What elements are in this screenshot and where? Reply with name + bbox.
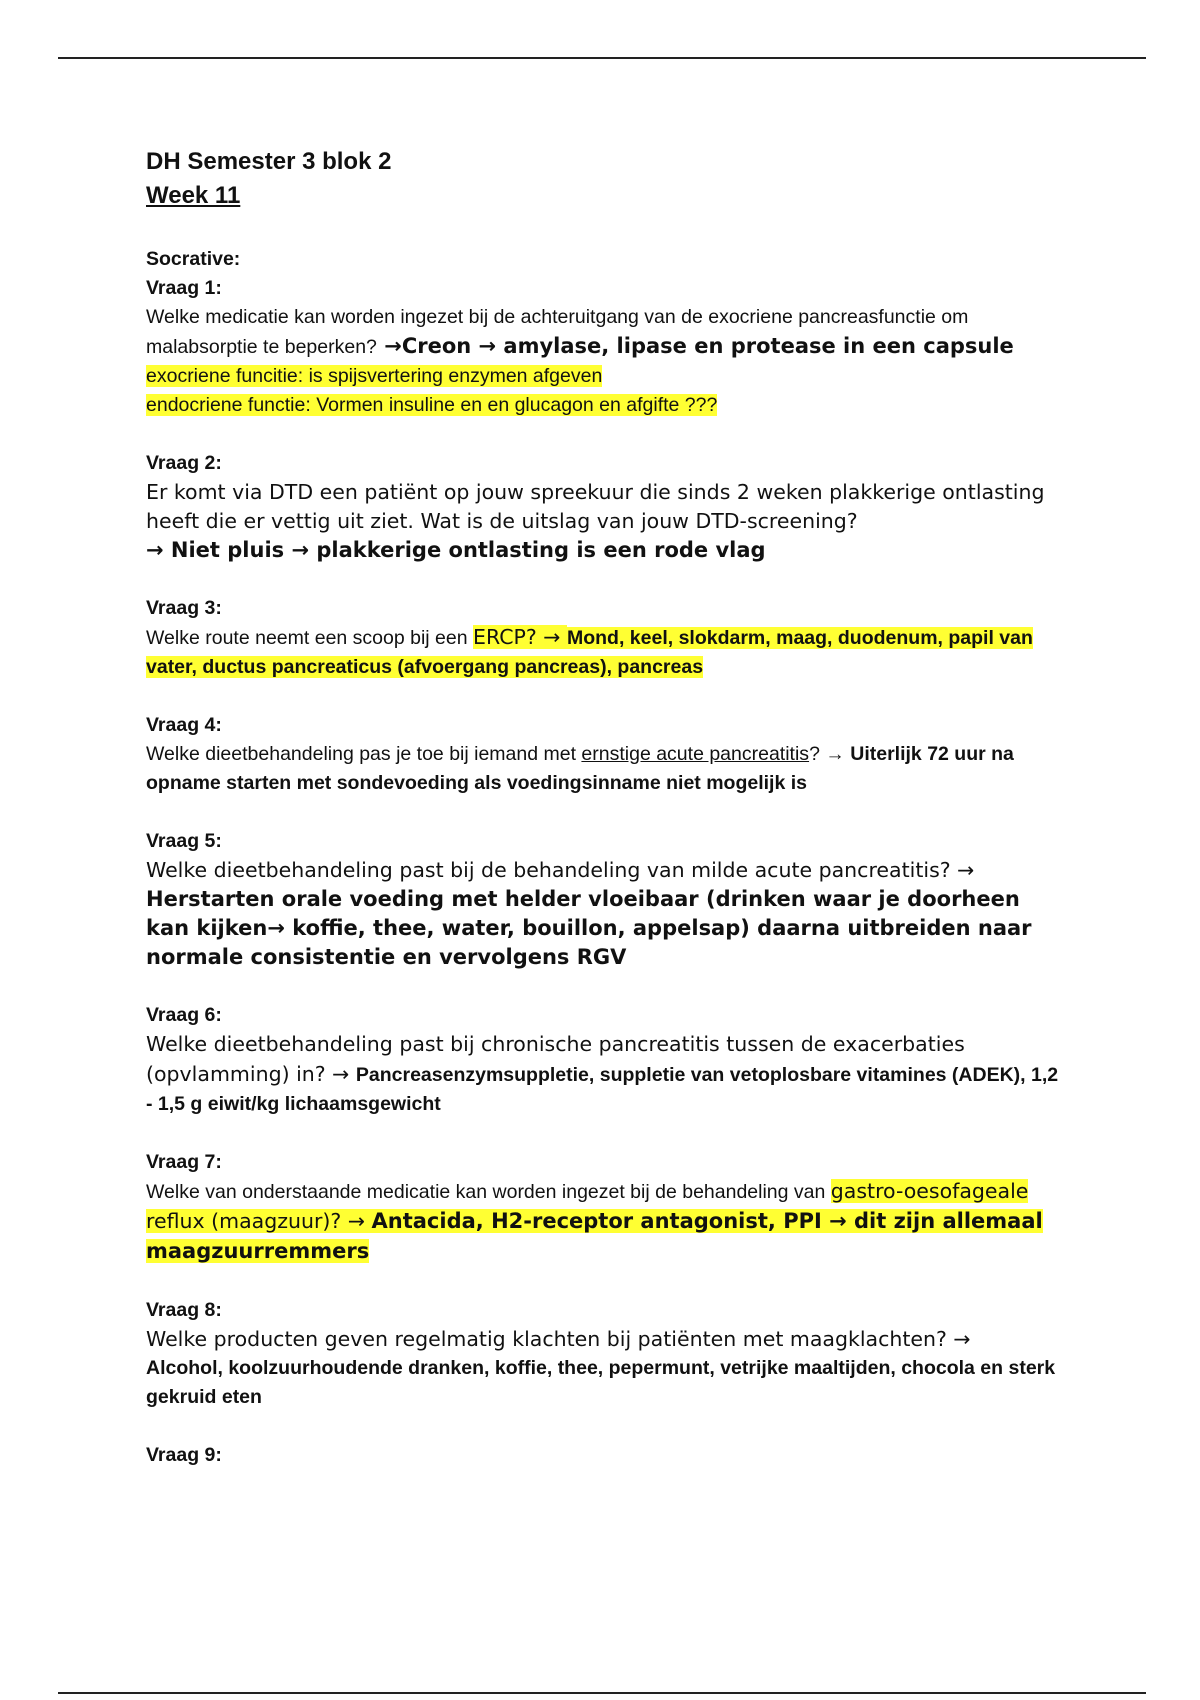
question-3	[146, 594, 1066, 682]
question-1-answer: →Creon → amylase, lipase en protease in een capsule	[376, 334, 1014, 358]
question-4-prompt-end: ? →	[809, 743, 851, 765]
question-4-text	[146, 740, 1066, 798]
question-1-label: Vraag 1:	[146, 277, 222, 299]
question-2-label: Vraag 2:	[146, 452, 222, 474]
question-6-answer: Pancreasenzymsuppletie, suppletie van vetoplosbare vitamines (ADEK), 1,2 - 1,5 g eiwit/kg lichaamsgewicht	[146, 1064, 1059, 1115]
question-7-label: Vraag 7:	[146, 1151, 222, 1173]
footer-rule	[58, 1692, 1146, 1694]
question-4-answer: Uiterlijk 72 uur na opname starten met sondevoeding als voedingsinname niet mogelijk is	[146, 743, 1014, 794]
question-7-highlight-1: gastro-	[830, 1179, 904, 1203]
question-5-prompt: Welke dieetbehandeling past bij de behandeling van milde acute pancreatitis? →	[146, 858, 975, 882]
question-3-prompt: Welke route neemt een scoop bij een	[146, 627, 474, 649]
week-heading: Week 11	[146, 182, 241, 209]
question-2-answer: → Niet pluis → plakkerige ontlasting is een rode vlag	[146, 538, 766, 562]
question-8-prompt: Welke producten geven regelmatig klachten bij patiënten met maagklachten? →	[146, 1327, 971, 1351]
question-6-text	[146, 1030, 1066, 1119]
question-6-label: Vraag 6:	[146, 1004, 222, 1026]
note-endocrine: endocriene functie: Vormen insuline en en glucagon en afgifte ???	[146, 394, 718, 416]
question-5-label: Vraag 5:	[146, 830, 222, 852]
question-1-note-1	[146, 362, 1066, 391]
question-2	[146, 449, 1066, 565]
question-7-text	[146, 1177, 1066, 1267]
question-4-label: Vraag 4:	[146, 714, 222, 736]
question-4-prompt: Welke dieetbehandeling pas je toe bij iemand met	[146, 743, 582, 765]
question-5	[146, 827, 1066, 972]
question-6	[146, 1001, 1066, 1119]
note-exocrine: exocriene funcitie: is spijsvertering enzymen afgeven	[146, 365, 603, 387]
question-3-label: Vraag 3:	[146, 597, 222, 619]
question-7-prompt: Welke van onderstaande medicatie kan worden ingezet bij de behandeling van	[146, 1181, 831, 1203]
question-8-label: Vraag 8:	[146, 1299, 222, 1321]
question-7-highlight-2: oesofageale reflux (maagzuur)? →	[146, 1179, 1029, 1233]
question-3-text	[146, 623, 1066, 682]
question-8	[146, 1296, 1066, 1412]
question-1	[146, 274, 1066, 420]
question-9-label: Vraag 9:	[146, 1444, 222, 1466]
question-5-answer: Herstarten orale voeding met helder vloeibaar (drinken waar je doorheen kan kijken→ koffie, thee, water, bouillon, appelsap) daarna uitbreiden naar normale consistentie en vervolgens RGV	[146, 887, 1032, 969]
question-6-prompt: Welke dieetbehandeling past bij chronische pancreatitis tussen de exacerbaties (opvlamming) in? →	[146, 1032, 965, 1086]
question-1-note-2	[146, 391, 1066, 420]
question-2-prompt: Er komt via DTD een patiënt op jouw spreekuur die sinds 2 weken plakkerige ontlasting heeft die er vettig uit ziet. Wat is de uitslag van jouw DTD-screening?	[146, 480, 1045, 533]
question-8-answer: Alcohol, koolzuurhoudende dranken, koffie, thee, pepermunt, vetrijke maaltijden, chocola en sterk gekruid eten	[146, 1357, 1056, 1408]
document-title: DH Semester 3 blok 2	[146, 148, 392, 175]
document-body	[146, 145, 1066, 1499]
question-3-highlight: ERCP? →	[473, 625, 567, 649]
question-3-answer: Mond, keel, slokdarm, maag, duodenum, papil van vater, ductus pancreaticus (afvoergang pancreas), pancreas	[146, 627, 1033, 678]
header-rule	[58, 57, 1146, 59]
question-4-underlined: ernstige acute pancreatitis	[581, 743, 810, 765]
question-4	[146, 711, 1066, 798]
question-1-prompt: Welke medicatie kan worden ingezet bij de achteruitgang van de exocriene pancreasfunctie om malabsorptie te beperken?	[146, 306, 969, 358]
question-7-answer: Antacida, H2-receptor antagonist, PPI → dit zijn allemaal maagzuurremmers	[146, 1209, 1043, 1263]
question-1-text	[146, 303, 1066, 362]
question-7	[146, 1148, 1066, 1267]
section-label: Socrative:	[146, 248, 241, 270]
question-9	[146, 1441, 1066, 1470]
